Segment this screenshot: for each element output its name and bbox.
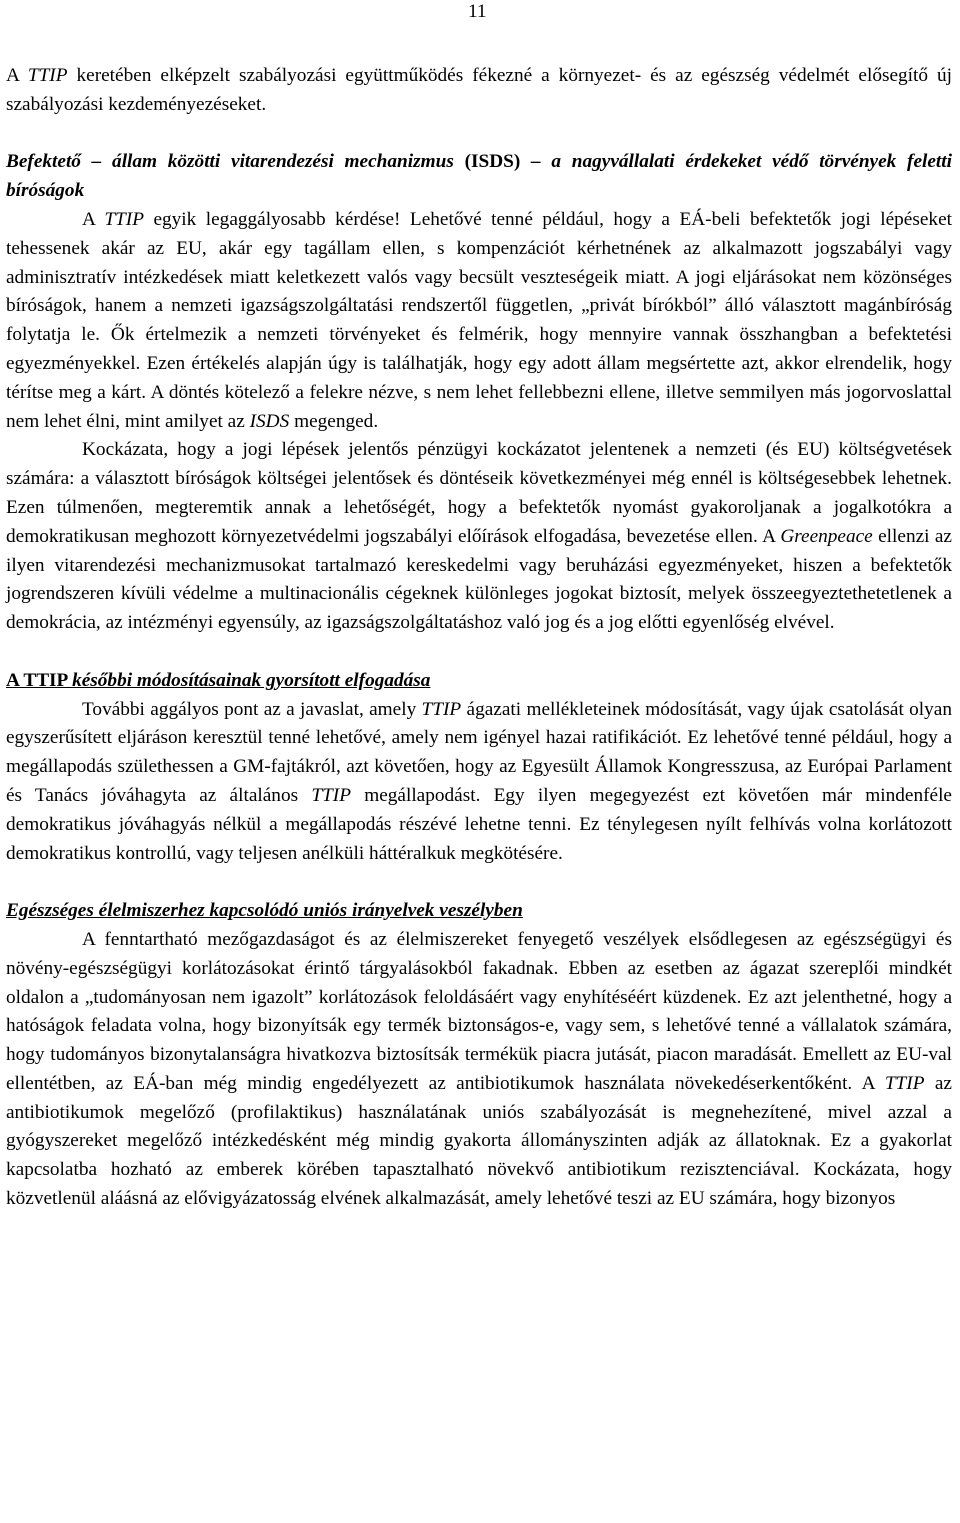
spacer	[6, 638, 952, 667]
food-p-ttip: TTIP	[884, 1072, 925, 1094]
amendments-paragraph	[6, 696, 952, 869]
isds-p2-b: ellenzi az ilyen vitarendezési mechanizmusokat tartalmazó kereskedelmi vagy beruházási egyezményeket, hiszen a befektetők jogrendszeren kívüli védelme a multinacionális cégeknek különleges jogokat biztosít, melyek összeegyeztethetetlenek a demokrácia, az intézményi egyensúly, az igazságszolgáltatáshoz való jog és a jog előtti egyenlőség elvével.	[6, 525, 952, 634]
isds-paragraph-1	[6, 206, 952, 436]
isds-p1-a: A	[82, 208, 105, 230]
amendments-p-ttip2: TTIP	[311, 784, 351, 806]
amendments-p-ttip1: TTIP	[421, 698, 462, 720]
isds-paragraph-2	[6, 436, 952, 638]
amendments-p-a: További aggályos pont az a javaslat, amely	[82, 698, 422, 720]
page-number: 11	[468, 1, 487, 22]
isds-heading-a: Befektető – állam közötti vitarendezési mechanizmus	[6, 151, 465, 173]
food-heading: Egészséges élelmiszerhez kapcsolódó uniós irányelvek veszélyben	[6, 900, 523, 922]
spacer	[6, 868, 952, 897]
isds-heading	[6, 148, 952, 206]
isds-p2-a: Kockázata, hogy a jogi lépések jelentős pénzügyi kockázatot jelentenek a nemzeti (és EU) költségvetések számára: a választott bíróságok költségei jelentősek és döntéseik következményei még ennél is költségesebbek lehetnek. Ezen túlmenően, megteremtik annak a lehetőségét, hogy a befektetők nyomást gyakoroljanak a jogalkotókra a demokratikusan meghozott környezetvédelmi jogszabályi előírások elfogadása, bevezetése ellen. A	[6, 439, 952, 547]
document-body	[6, 62, 952, 1214]
isds-p2-greenpeace: Greenpeace	[780, 525, 873, 547]
amendments-p-c: megállapodást. Egy ilyen megegyezést ezt követően már mindenféle demokratikus jóváhagyás nélkül a megállapodás részévé lehetne tenni. Ez ténylegesen nyílt felhívás volna korlátozott demokratikus kontrollú, vagy teljesen anélküli háttéralkuk megkötésére.	[6, 784, 952, 864]
spacer	[6, 120, 952, 149]
amendments-p-b: ágazati mellékleteinek módosítását, vagy újak csatolását olyan egyszerűsített eljáráson keresztül tenné lehetővé, amely nem igényel hazai ratifikációt. Ez lehetővé tenné például, hogy a megállapodás születhessen a GM-fajtákról, azt követően, hogy az Egyesült Államok Kongresszusa, az Európai Parlament és Tanács jóváhagyta az általános	[6, 698, 953, 806]
intro-text-2: keretében elképzelt szabályozási együttműködés fékezné a környezet- és az egészség védelmét elősegítő új szabályozási kezdeményezéseket.	[6, 65, 953, 115]
intro-paragraph	[6, 62, 952, 120]
isds-heading-b: (ISDS)	[464, 151, 521, 173]
amendments-heading	[6, 667, 952, 696]
isds-p1-ttip: TTIP	[104, 208, 144, 230]
isds-p1-isds: ISDS	[249, 410, 290, 432]
isds-p1-c: megenged.	[289, 410, 379, 432]
food-p-a: A fenntartható mezőgazdaságot és az élelmiszereket fenyegető veszélyek elsődlegesen az egészségügyi és növény-egészségügyi korlátozásokat érintő tárgyalásokból fakadnak. Ebben az esetben az ágazat szereplői mindkét oldalon a „tudományosan nem igazolt” korlátozások feloldásáért vagy enyhítéséért küzdenek. Ez azt jelenthetné, hogy a hatóságok feladata volna, hogy bizonyítsák egy termék biztonságos-e, vagy sem, s lehetővé tenné a vállalatok számára, hogy tudományos bizonytalanságra hivatkozva biztosítsák termékük piacra jutását, piacon maradását. Emellett az EU-val ellentétben, az EÁ-ban még mindig engedélyezett az antibiotikumok használata növekedéserkentőként. A	[6, 928, 952, 1094]
food-paragraph	[6, 926, 952, 1214]
isds-p1-b: egyik legaggályosabb kérdése! Lehetővé tenné például, hogy a EÁ-beli befektetők jogi lépéseket tehessenek akár az EU, akár egy tagállam ellen, s kompenzációt kérhetnének az alkalmazott jogszabályi vagy adminisztratív intézkedések miatt keletkezett valós vagy becsült veszteségeik miatt. A jogi eljárásokat nem közönséges bíróságok, hanem a nemzeti igazságszolgáltatási rendszertől független, „privát bírókból” álló választott magánbíróság folytatja le. Ők értelmezik a nemzeti törvényeket és felmérik, hogy mennyire vannak összhangban a befektetési egyezményekkel. Ezen értékelés alapján úgy is találhatják, hogy egy adott állam megsértette azt, akkor elrendelik, hogy térítse meg a kárt. A döntés kötelező a felekre nézve, s nem lehet fellebbezni ellene, illetve semmilyen más jogorvoslattal nem lehet élni, mint amilyet az	[6, 208, 952, 432]
food-p-b: az antibiotikumok megelőző (profilaktikus) használatának uniós szabályozását is megnehezítené, mivel azzal a gyógyszereket megelőző intézkedésként még mindig gyakorta állományszinten adják az állatoknak. Ez a gyakorlat kapcsolatba hozható az emberek körében tapasztalható növekvő antibiotikum rezisztenciával. Kockázata, hogy közvetlenül aláásná az elővigyázatosság elvének alkalmazását, amely lehetővé teszi az EU számára, hogy bizonyos	[6, 1072, 952, 1210]
amendments-heading-b: későbbi módosításainak gyorsított elfogadása	[72, 669, 431, 691]
amendments-heading-a: A TTIP	[6, 669, 73, 691]
isds-heading-c: – a nagyvállalati érdekeket védő törvények feletti bíróságok	[6, 151, 952, 202]
intro-ttip: TTIP	[27, 65, 68, 86]
intro-text-1: A	[6, 65, 28, 86]
